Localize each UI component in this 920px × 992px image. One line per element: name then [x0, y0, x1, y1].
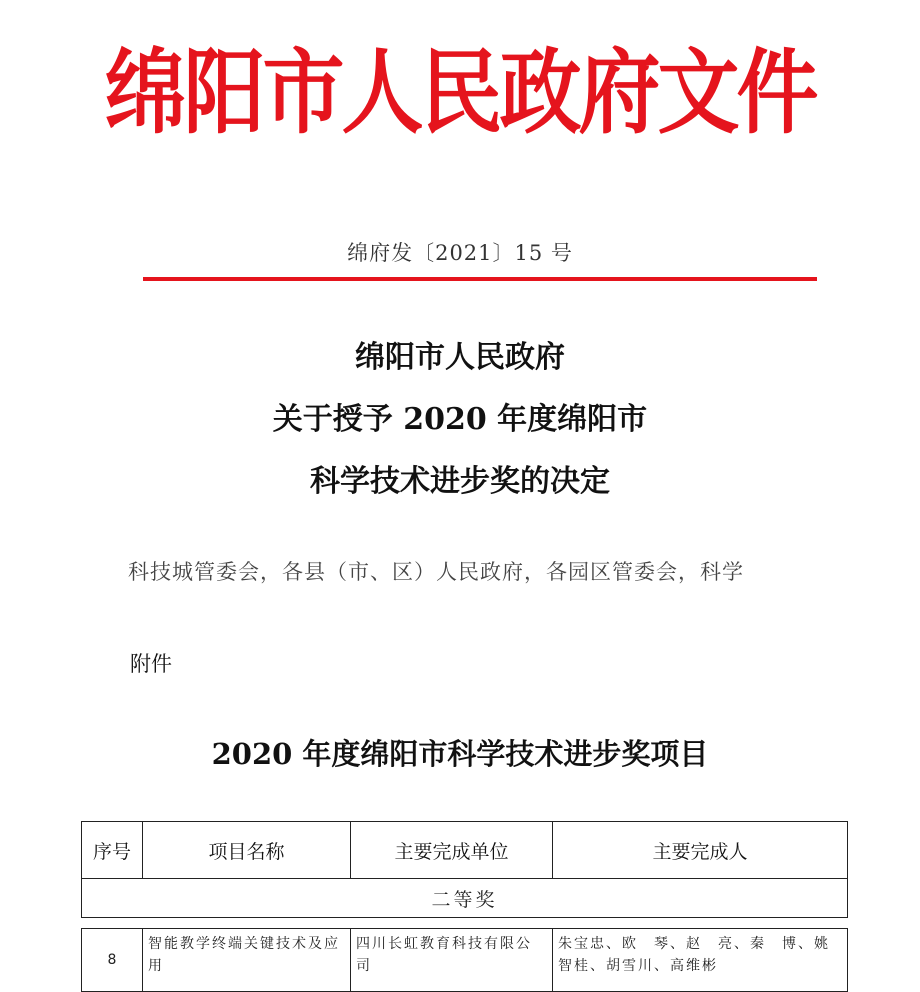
table-header-row [82, 822, 848, 879]
table-row [82, 929, 848, 992]
header-index: 序号 [82, 822, 143, 879]
red-divider-line [143, 277, 817, 281]
decision-title-line-1: 绵阳市人民政府 [355, 340, 565, 375]
grade-row [82, 879, 848, 918]
attachment-title: 2020 年度绵阳市科学技术进步奖项目 [211, 737, 709, 771]
header-main-people: 主要完成人 [553, 822, 848, 879]
row-main-unit: 四川长虹教育科技有限公司 [351, 929, 553, 992]
decision-title-line-3: 科学技术进步奖的决定 [310, 464, 610, 499]
header-project-name: 项目名称 [143, 822, 351, 879]
award-grade: 二等奖 [82, 879, 848, 918]
addressee-text: 科技城管委会，各县（市、区）人民政府，各园区管委会，科学 [128, 560, 744, 584]
page-break-gap [82, 918, 848, 929]
row-index: 8 [82, 929, 143, 992]
awards-table [81, 821, 848, 992]
header-main-unit: 主要完成单位 [351, 822, 553, 879]
row-main-people: 朱宝忠、欧 琴、赵 亮、秦 博、姚智桂、胡雪川、高维彬 [553, 929, 848, 992]
attachment-label: 附件 [130, 652, 172, 676]
red-header-title: 绵阳市人民政府文件 [104, 39, 816, 147]
decision-title-line-2: 关于授予 2020 年度绵阳市 [272, 402, 648, 437]
row-project-name: 智能教学终端关键技术及应用 [143, 929, 351, 992]
document-number: 绵府发〔2021〕15 号 [347, 241, 573, 265]
